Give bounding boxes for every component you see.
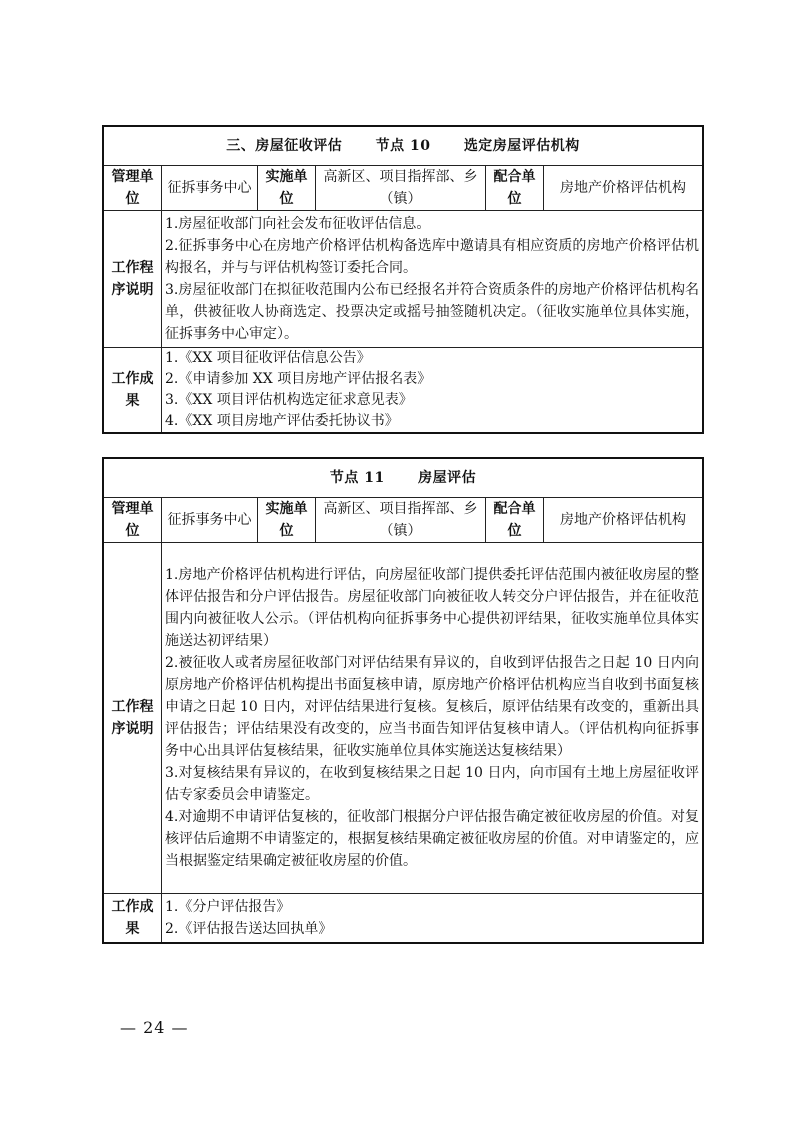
node11-title-node: 节点 11 bbox=[329, 470, 385, 486]
node11-result-body bbox=[162, 894, 703, 943]
node11-impl-value: 高新区、项目指挥部、乡（镇） bbox=[316, 498, 486, 543]
node11-result-label: 工作成果 bbox=[104, 894, 162, 943]
node10-table bbox=[103, 126, 703, 433]
node11-result-item: 1.《分户评估报告》 bbox=[165, 899, 291, 915]
node10-result-label: 工作成果 bbox=[104, 348, 162, 433]
node10-result-item: 2.《申请参加 XX 项目房地产评估报名表》 bbox=[165, 371, 432, 387]
node10-title-section: 三、房屋征收评估 bbox=[226, 138, 343, 154]
node11-proc-item: 2.被征收人或者房屋征收部门对评估结果有异议的，自收到评估报告之日起 10 日内向原房地产价格评估机构提出书面复核申请，原房地产价格评估机构应当自收到书面复核申请之日起 10 日内，对评估结果进行复核。复核后，原评估结果有改变的，重新出具评估报告；评估结果没有改变的，应当书面告知评估复核申请人。（评估机构向征拆事务中心出具评估复核结果，征收实施单位具体实施送达复核结果） bbox=[165, 655, 700, 759]
node10-result-item: 1.《XX 项目征收评估信息公告》 bbox=[165, 350, 371, 366]
node10-result-body bbox=[162, 348, 703, 433]
node11-coop-value: 房地产价格评估机构 bbox=[544, 498, 703, 543]
node10-title bbox=[104, 127, 703, 166]
node10-title-node: 节点 10 bbox=[375, 138, 431, 154]
node11-mgr-label: 管理单位 bbox=[104, 498, 162, 543]
node10-proc-item: 1.房屋征收部门向社会发布征收评估信息。 bbox=[165, 216, 431, 232]
node10-coop-label: 配合单位 bbox=[486, 166, 544, 211]
node11-table bbox=[103, 458, 703, 943]
node11-impl-label: 实施单位 bbox=[258, 498, 316, 543]
node11-title-name: 房屋评估 bbox=[418, 470, 477, 486]
node10-impl-label: 实施单位 bbox=[258, 166, 316, 211]
node11-proc-label: 工作程序说明 bbox=[104, 543, 162, 894]
node10-result-item: 4.《XX 项目房地产评估委托协议书》 bbox=[165, 413, 399, 429]
node11-proc-item: 3.对复核结果有异议的，在收到复核结果之日起 10 日内，向市国有土地上房屋征收评估专家委员会申请鉴定。 bbox=[165, 765, 700, 803]
node10-title-name: 选定房屋评估机构 bbox=[463, 138, 580, 154]
node10-coop-value: 房地产价格评估机构 bbox=[544, 166, 703, 211]
node10-result-item: 3.《XX 项目评估机构选定征求意见表》 bbox=[165, 392, 413, 408]
node11-proc-body bbox=[162, 543, 703, 894]
node10-mgr-value: 征拆事务中心 bbox=[162, 166, 258, 211]
node11-proc-item: 4.对逾期不申请评估复核的，征收部门根据分户评估报告确定被征收房屋的价值。对复核评估后逾期不申请鉴定的，根据复核结果确定被征收房屋的价值。对申请鉴定的，应当根据鉴定结果确定被征收房屋的价值。 bbox=[165, 809, 700, 869]
node10-proc-body bbox=[162, 211, 703, 348]
page-number: — 24 — bbox=[120, 1018, 189, 1037]
node11-result-item: 2.《评估报告送达回执单》 bbox=[165, 921, 333, 937]
node10-mgr-label: 管理单位 bbox=[104, 166, 162, 211]
node11-mgr-value: 征拆事务中心 bbox=[162, 498, 258, 543]
node11-coop-label: 配合单位 bbox=[486, 498, 544, 543]
node10-proc-item: 3.房屋征收部门在拟征收范围内公布已经报名并符合资质条件的房地产价格评估机构名单，供被征收人协商选定、投票决定或摇号抽签随机决定。（征收实施单位具体实施，征拆事务中心审定）。 bbox=[165, 282, 700, 342]
node11-title bbox=[104, 459, 703, 498]
node10-proc-label: 工作程序说明 bbox=[104, 211, 162, 348]
node10-proc-item: 2.征拆事务中心在房地产价格评估机构备选库中邀请具有相应资质的房地产价格评估机构报名，并与与评估机构签订委托合同。 bbox=[165, 238, 700, 276]
node11-proc-item: 1.房地产价格评估机构进行评估，向房屋征收部门提供委托评估范围内被征收房屋的整体评估报告和分户评估报告。房屋征收部门向被征收人转交分户评估报告，并在征收范围内向被征收人公示。（评估机构向征拆事务中心提供初评结果，征收实施单位具体实施送达初评结果） bbox=[165, 567, 700, 649]
node10-impl-value: 高新区、项目指挥部、乡（镇） bbox=[316, 166, 486, 211]
